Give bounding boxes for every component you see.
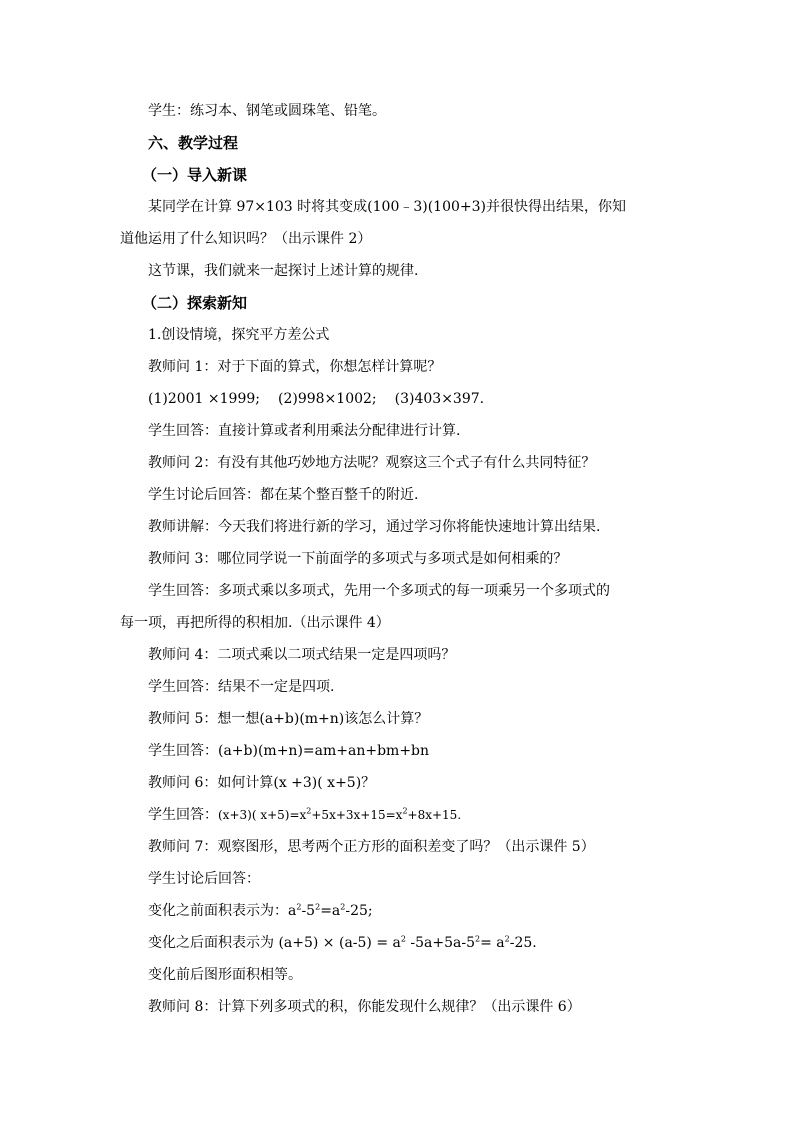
- exponent: 2: [306, 806, 312, 816]
- area-after-text: 变化之后面积表示为 (a+5) × (a-5) = a: [148, 935, 401, 951]
- exponent: 2: [296, 902, 302, 912]
- area-after-line: [120, 933, 708, 953]
- student-answer-1: 学生回答：直接计算或者利用乘法分配律进行计算.: [148, 423, 461, 439]
- student-answer-5: [120, 741, 708, 761]
- exponent: 2: [504, 934, 510, 944]
- exponent: 2: [400, 934, 406, 944]
- student-answer-3a: 学生回答：多项式乘以多项式，先用一个多项式的每一项乘另一个多项式的: [148, 583, 610, 599]
- exponent: 2: [315, 902, 321, 912]
- student-answer-4: 学生回答：结果不一定是四项.: [148, 679, 335, 695]
- teacher-question-6: 教师问 6：如何计算(x +3)( x+5)？: [148, 775, 376, 791]
- teacher-question-4: 教师问 4：二项式乘以二项式结果一定是四项吗？: [148, 647, 456, 663]
- teacher-question-8: 教师问 8：计算下列多项式的积，你能发现什么规律？（出示课件 6）: [148, 999, 581, 1015]
- exponent: 2: [402, 806, 408, 816]
- teacher-question-2: 教师问 2：有没有其他巧妙地方法呢？观察这三个式子有什么共同特征？: [148, 455, 596, 471]
- area-after-text: -5a+5a-5: [405, 935, 476, 951]
- teacher-explanation: 教师讲解：今天我们将进行新的学习，通过学习你将能快速地计算出结果.: [148, 519, 601, 535]
- paragraph-intro-2: 道他运用了什么知识吗？（出示课件 2）: [120, 231, 372, 247]
- subheading-explore: （二）探索新知: [142, 294, 248, 312]
- area-before-line: [120, 901, 708, 921]
- expression-1: (1)2001 ×1999;: [148, 391, 260, 407]
- materials-line: 学生：练习本、钢笔或圆珠笔、铅笔。: [148, 103, 386, 119]
- answer-prefix: 学生回答：: [148, 743, 218, 759]
- answer-prefix: 学生回答：: [148, 807, 218, 823]
- area-conclusion: 变化前后图形面积相等。: [148, 967, 302, 983]
- area-before-text: 变化之前面积表示为：a: [148, 903, 297, 919]
- subheading-intro: （一）导入新课: [142, 166, 248, 184]
- area-before-text: =a: [320, 903, 341, 919]
- teacher-question-7: 教师问 7：观察图形，思考两个正方形的面积差变了吗？（出示课件 5）: [148, 839, 595, 855]
- teacher-question-3: 教师问 3：哪位同学说一下前面学的多项式与多项式是如何相乘的？: [148, 551, 568, 567]
- answer-formula-part: +5x+3x+15=x: [311, 808, 403, 822]
- area-before-text: -25;: [345, 903, 373, 919]
- answer-formula-part: +8x+15.: [407, 808, 462, 822]
- paragraph-lesson: 这节课，我们就来一起探讨上述计算的规律.: [148, 263, 419, 279]
- teacher-question-5: 教师问 5：想一想(a+b)(m+n)该怎么计算？: [148, 711, 429, 727]
- answer-formula: (a+b)(m+n)=am+an+bm+bn: [218, 743, 430, 759]
- student-discussion-1: 学生讨论后回答：都在某个整百整千的附近.: [148, 487, 419, 503]
- expression-3: (3)403×397.: [394, 391, 485, 407]
- student-answer-6: [120, 805, 708, 825]
- area-after-text: = a: [480, 935, 505, 951]
- exponent: 2: [475, 934, 481, 944]
- area-after-text: -25.: [509, 935, 537, 951]
- expression-2: (2)998×1002;: [278, 391, 377, 407]
- section-heading-teaching-process: 六、教学过程: [148, 134, 239, 152]
- teacher-question-1: 教师问 1：对于下面的算式，你想怎样计算呢？: [148, 359, 442, 375]
- student-answer-3b: 每一项，再把所得的积相加.（出示课件 4）: [120, 615, 390, 631]
- student-discussion-2: 学生讨论后回答：: [148, 871, 260, 887]
- exponent: 2: [340, 902, 346, 912]
- step-1-title: 1.创设情境，探究平方差公式: [148, 327, 330, 343]
- area-before-text: -5: [301, 903, 316, 919]
- expressions-line: [120, 389, 708, 409]
- answer-formula-part: (x+3)( x+5)=x: [218, 808, 307, 822]
- paragraph-intro-1: 某同学在计算 97×103 时将其变成(100﹣3)(100+3)并很快得出结果，你知: [148, 199, 627, 215]
